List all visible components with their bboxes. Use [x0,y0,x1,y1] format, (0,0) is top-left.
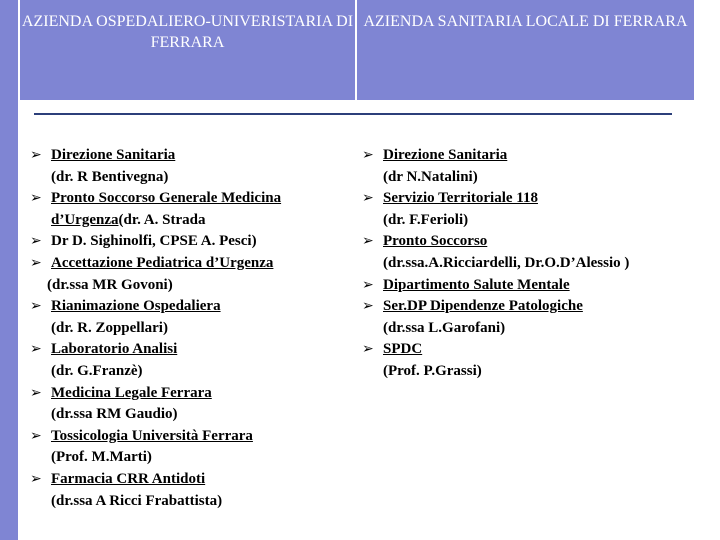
item-title: Medicina Legale Ferrara [51,384,212,401]
divider-line [34,113,672,115]
item-title: Accettazione Pediatrica d’Urgenza [51,254,274,271]
item-sub: (dr. G.Franzè) [51,362,143,379]
arrow-bullet-icon: ➢ [30,298,42,315]
item-title: Pronto Soccorso [383,233,488,250]
arrow-bullet-icon: ➢ [30,341,42,358]
list-item [30,188,350,231]
left-list [30,145,350,512]
header-left-title: AZIENDA OSPEDALIERO-UNIVERISTARIA DI FERRARA [20,0,357,100]
list-item [362,339,712,382]
item-sub: (dr.ssa L.Garofani) [383,319,506,336]
arrow-bullet-icon: ➢ [362,298,374,315]
left-accent-bar [0,0,18,540]
arrow-bullet-icon: ➢ [362,190,374,207]
item-title: Direzione Sanitaria [51,147,176,163]
arrow-bullet-icon: ➢ [362,341,374,358]
item-title: Farmacia CRR Antidoti [51,470,206,487]
list-item [362,275,712,297]
list-item [362,231,712,274]
item-sub: (dr N.Natalini) [383,168,478,185]
list-item [30,469,350,512]
item-title: SPDC [383,341,423,358]
item-title: Pronto Soccorso Generale Medicina d’Urgenza(dr. A. Strada [51,190,282,228]
list-item [30,426,350,469]
item-sub: (dr.ssa A Ricci Frabattista) [51,492,223,509]
item-sub: (Prof. P.Grassi) [383,362,482,379]
item-sub: (dr.ssa.A.Ricciardelli, Dr.O.D’Alessio ) [383,254,630,271]
arrow-bullet-icon: ➢ [30,427,42,444]
right-list [362,145,712,383]
list-item [30,231,350,253]
item-title: Ser.DP Dipendenze Patologiche [383,298,583,315]
arrow-bullet-icon: ➢ [362,147,374,163]
item-title: Rianimazione Ospedaliera [51,298,221,315]
item-sub: (Prof. M.Marti) [51,449,152,466]
list-item [362,145,712,188]
item-title: Laboratorio Analisi [51,341,178,358]
list-item [362,296,712,339]
item-title: Servizio Territoriale 118 [383,190,538,207]
item-title: Dr D. Sighinolfi, CPSE A. Pesci) [51,233,257,250]
arrow-bullet-icon: ➢ [30,384,42,401]
item-sub: (dr.ssa RM Gaudio) [51,406,178,423]
header-table [20,0,694,100]
item-title: Direzione Sanitaria [383,147,508,163]
item-sub: (dr. R Bentivegna) [51,168,169,185]
list-item [30,253,350,296]
arrow-bullet-icon: ➢ [30,470,42,487]
arrow-bullet-icon: ➢ [362,233,374,250]
arrow-bullet-icon: ➢ [30,190,42,207]
arrow-bullet-icon: ➢ [362,276,374,293]
list-item [30,145,350,188]
arrow-bullet-icon: ➢ [30,254,42,271]
item-sub: (dr. F.Ferioli) [383,211,469,228]
list-item [30,296,350,339]
item-sub: (dr. R. Zoppellari) [51,319,168,336]
list-item [30,383,350,426]
item-title: Dipartimento Salute Mentale [383,276,570,293]
arrow-bullet-icon: ➢ [30,233,42,250]
arrow-bullet-icon: ➢ [30,147,42,163]
header-right-title: AZIENDA SANITARIA LOCALE DI FERRARA [363,13,688,30]
list-item [362,188,712,231]
item-title: Tossicologia Università Ferrara [51,427,253,444]
item-sub: (dr.ssa MR Govoni) [47,276,173,293]
list-item [30,339,350,382]
